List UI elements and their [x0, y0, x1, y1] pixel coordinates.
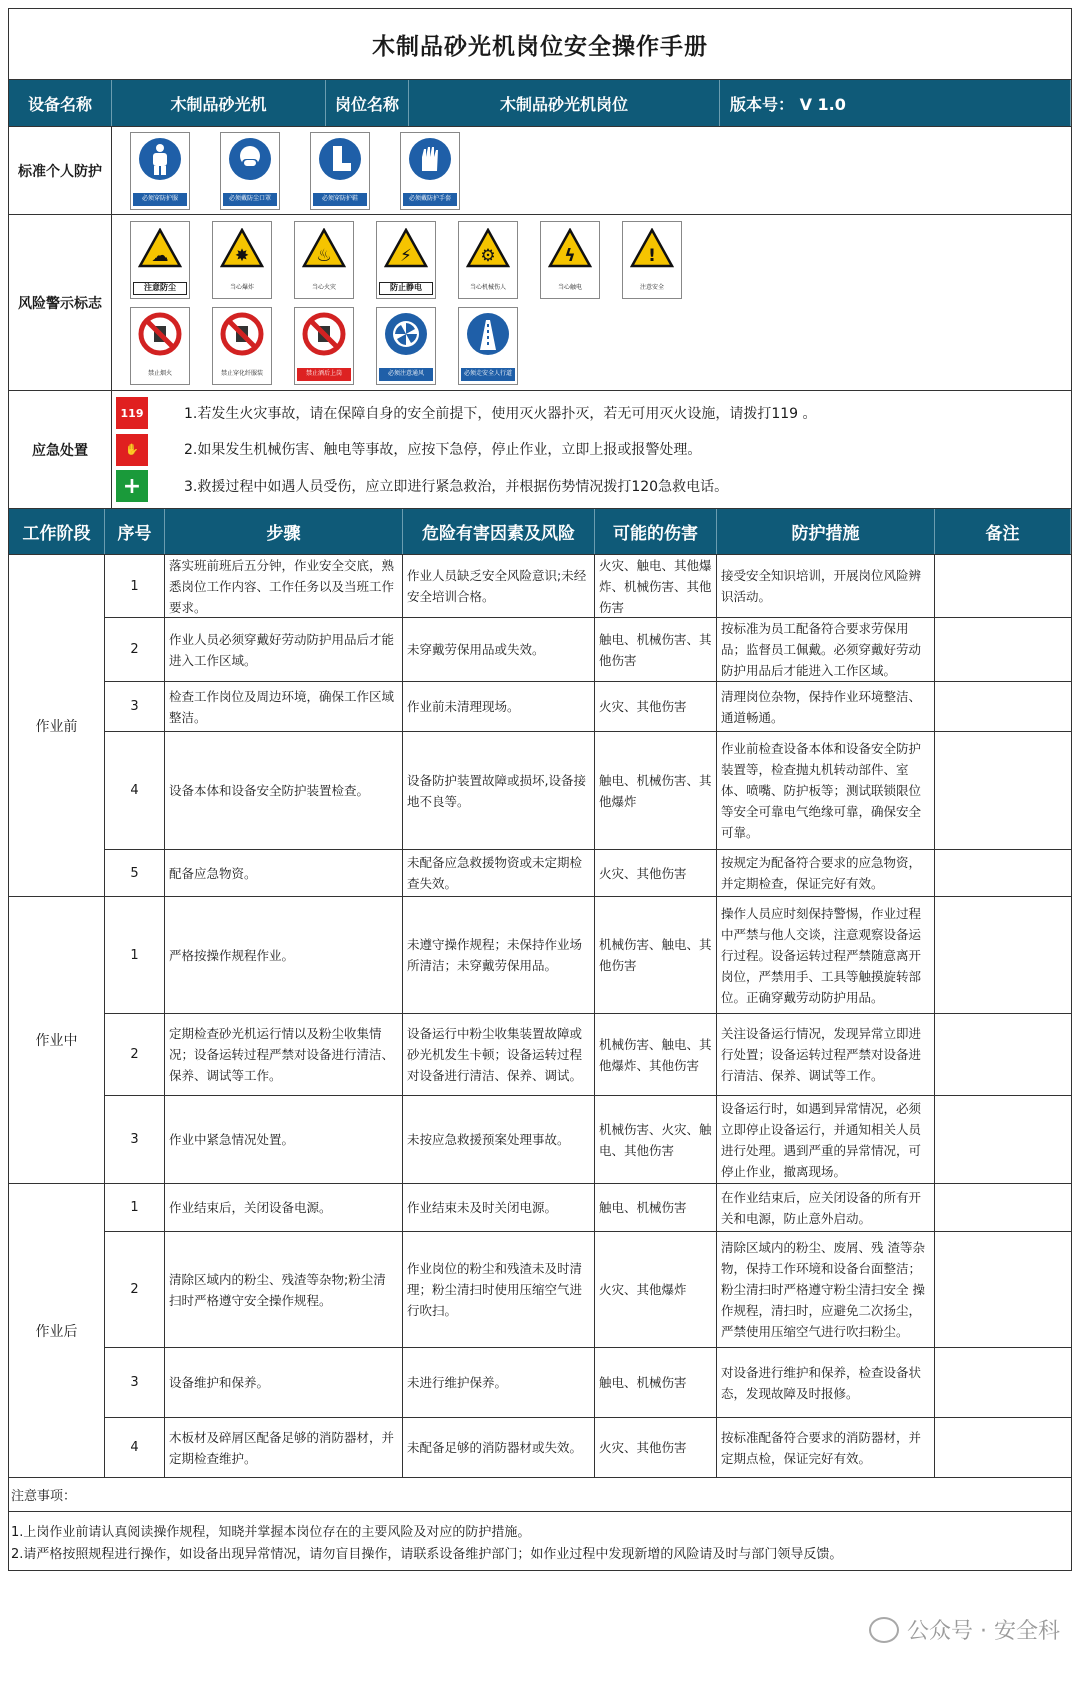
step-text: 检查工作岗位及周边环境，确保工作区域整洁。 — [165, 682, 403, 731]
sign-caption: 禁止烟火 — [147, 370, 172, 377]
step-text: 设备维护和保养。 — [165, 1348, 403, 1417]
emergency-icons — [116, 395, 156, 504]
warning-triangle-icon — [548, 226, 592, 270]
warning-sign — [540, 221, 600, 299]
emergency-area — [112, 391, 1071, 508]
step-text: 清除区域内的粉尘、残渣等杂物;粉尘清扫时严格遵守安全操作规程。 — [165, 1232, 403, 1347]
step-text: 定期检查砂光机运行情以及粉尘收集情况；设备运转过程严禁对设备进行清洁、保养、调试等工作。 — [165, 1014, 403, 1095]
stage-rows — [105, 555, 1071, 896]
measure-text: 按标准为员工配备符合要求劳保用品；监督员工佩戴。必须穿戴好劳动防护用品后才能进入工作区域。 — [717, 618, 935, 681]
prohibition-circle-icon — [220, 312, 264, 356]
measure-text: 作业前检查设备本体和设备安全防护装置等，检查抛丸机转动部件、室体、喷嘴、防护板等；测试联锁限位等安全可靠电气绝缘可靠，确保安全可靠。 — [717, 732, 935, 849]
step-number: 4 — [105, 732, 165, 849]
risk-signs — [112, 215, 1071, 390]
ppe-label: 标准个人防护 — [9, 127, 112, 214]
stage-group — [8, 1184, 1072, 1478]
watermark-text: 公众号 · 安全科 — [907, 1619, 1060, 1644]
stage-label: 作业后 — [9, 1184, 105, 1477]
sign-caption: 必须穿防护鞋 — [313, 193, 367, 206]
ppe-sign — [220, 132, 280, 210]
risk-text: 作业前未清理现场。 — [403, 682, 595, 731]
watermark — [869, 1614, 1060, 1645]
sign-caption: 防止静电 — [379, 282, 433, 295]
measure-text: 按规定为配备符合要求的应急物资，并定期检查，保证完好有效。 — [717, 850, 935, 896]
measure-text: 关注设备运行情况，发现异常立即进行处置；设备运转过程严禁对设备进行清洁、保养、调试等工作。 — [717, 1014, 935, 1095]
harm-text: 火灾、触电、其他爆炸、机械伤害、其他伤害 — [595, 555, 717, 617]
mandatory-sign — [458, 307, 518, 385]
note-text — [935, 555, 1071, 617]
harm-text: 火灾、其他伤害 — [595, 682, 717, 731]
svg-text:⚙: ⚙ — [480, 245, 496, 266]
sign-caption: 禁止穿化纤服装 — [220, 370, 263, 377]
note-text — [935, 1348, 1071, 1417]
sign-caption: 当心爆炸 — [229, 284, 254, 291]
sign-caption: 当心机械伤人 — [469, 284, 506, 291]
table-header — [8, 509, 1072, 555]
safety-manual-sheet — [8, 8, 1072, 1571]
table-row — [105, 682, 1071, 732]
ppe-sign — [400, 132, 460, 210]
version-label: 版本号： V 1.0 — [720, 80, 1071, 126]
note-line: 2.请严格按照规程进行操作，如设备出现异常情况，请勿盲目操作，请联系设备维护部门；如作业过程中发现新增的风险请及时与部门领导反馈。 — [11, 1547, 843, 1562]
emergency-line: 3.救援过程中如遇人员受伤，应立即进行紧急救治，并根据伤势情况拨打120急救电话。 — [184, 478, 729, 495]
risk-text: 作业岗位的粉尘和残渣未及时清理；粉尘清扫时使用压缩空气进行吹扫。 — [403, 1232, 595, 1347]
header-harm: 可能的伤害 — [595, 509, 717, 554]
step-number: 4 — [105, 1418, 165, 1477]
header-risk: 危险有害因素及风险 — [403, 509, 595, 554]
post-label: 岗位名称 — [326, 80, 409, 126]
warning-sign — [212, 221, 272, 299]
note-text — [935, 1232, 1071, 1347]
step-number: 3 — [105, 1096, 165, 1183]
measure-text: 清除区域内的粉尘、废屑、残 渣等杂物，保持工作环境和设备台面整洁；粉尘清扫时严格遵守粉尘清扫安全 操作规程，清扫时，应避免二次扬尘，严禁使用压缩空气进行吹扫粉尘。 — [717, 1232, 935, 1347]
sign-caption: 当心触电 — [557, 284, 582, 291]
header-step: 步骤 — [165, 509, 403, 554]
table-row — [105, 732, 1071, 850]
stage-rows — [105, 897, 1071, 1183]
prohibition-circle-icon — [138, 312, 182, 356]
risk-text: 作业结束未及时关闭电源。 — [403, 1184, 595, 1231]
dust-mask-icon — [228, 137, 272, 181]
note-line: 1.上岗作业前请认真阅读操作规程，知晓并掌握本岗位存在的主要风险及对应的防护措施。 — [11, 1525, 531, 1540]
risk-text: 未按应急救援预案处理事故。 — [403, 1096, 595, 1183]
emergency-line: 1.若发生火灾事故，请在保障自身的安全前提下，使用灭火器扑灭，若无可用灭火设施，请拨打119 。 — [184, 406, 817, 423]
warning-triangle-icon — [302, 226, 346, 270]
fire-alarm-icon: ✋ — [116, 434, 148, 466]
warning-sign — [458, 221, 518, 299]
harm-text: 触电、机械伤害 — [595, 1184, 717, 1231]
risk-text: 未进行维护保养。 — [403, 1348, 595, 1417]
prohibition-sign — [294, 307, 354, 385]
note-text — [935, 618, 1071, 681]
fire-phone-icon: 119 — [116, 397, 148, 429]
warning-sign — [130, 221, 190, 299]
title-row — [8, 8, 1072, 80]
table-row — [105, 1232, 1071, 1348]
safety-boots-icon — [318, 137, 362, 181]
note-text — [935, 1184, 1071, 1231]
header-stage: 工作阶段 — [9, 509, 105, 554]
measure-text: 清理岗位杂物，保持作业环境整洁、通道畅通。 — [717, 682, 935, 731]
sign-caption: 禁止酒后上岗 — [297, 368, 351, 381]
header-no: 序号 — [105, 509, 165, 554]
harm-text: 火灾、其他伤害 — [595, 850, 717, 896]
note-text — [935, 897, 1071, 1013]
step-number: 1 — [105, 897, 165, 1013]
measure-text: 设备运行时，如遇到异常情况，必须立即停止设备运行，并通知相关人员进行处理。遇到严重的异常情况，可停止作业，撤离现场。 — [717, 1096, 935, 1183]
harm-text: 机械伤害、触电、其他伤害 — [595, 897, 717, 1013]
measure-text: 接受安全知识培训，开展岗位风险辨识活动。 — [717, 555, 935, 617]
harm-text: 触电、机械伤害、其他伤害 — [595, 618, 717, 681]
warning-triangle-icon — [138, 226, 182, 270]
sign-caption: 必须走安全人行道 — [461, 368, 515, 381]
sign-caption: 注意安全 — [639, 284, 664, 291]
step-number: 1 — [105, 555, 165, 617]
harm-text: 火灾、其他爆炸 — [595, 1232, 717, 1347]
ppe-sign — [130, 132, 190, 210]
svg-text:!: ! — [648, 245, 656, 266]
note-text — [935, 1418, 1071, 1477]
risk-row — [8, 215, 1072, 391]
sign-caption: 必须穿防护服 — [133, 193, 187, 206]
svg-text:☁: ☁ — [151, 245, 169, 266]
notes-lines — [9, 1512, 1071, 1570]
measure-text: 在作业结束后，应关闭设备的所有开关和电源，防止意外启动。 — [717, 1184, 935, 1231]
ppe-sign — [310, 132, 370, 210]
warning-triangle-icon — [630, 226, 674, 270]
wechat-icon — [869, 1617, 899, 1643]
table-body — [8, 555, 1072, 1478]
risk-text: 作业人员缺乏安全风险意识;未经安全培训合格。 — [403, 555, 595, 617]
harm-text: 机械伤害、火灾、触电、其他伤害 — [595, 1096, 717, 1183]
warning-signs — [130, 221, 1071, 299]
harm-text: 触电、机械伤害、其他爆炸 — [595, 732, 717, 849]
step-number: 2 — [105, 1232, 165, 1347]
step-text: 作业结束后，关闭设备电源。 — [165, 1184, 403, 1231]
stage-group — [8, 897, 1072, 1184]
gloves-icon — [408, 137, 452, 181]
step-number: 2 — [105, 618, 165, 681]
warning-triangle-icon — [466, 226, 510, 270]
step-number: 3 — [105, 1348, 165, 1417]
ppe-signs — [112, 127, 1071, 214]
step-text: 作业中紧急情况处置。 — [165, 1096, 403, 1183]
table-row — [105, 1418, 1071, 1477]
measure-text: 按标准配备符合要求的消防器材，并定期点检，保证完好有效。 — [717, 1418, 935, 1477]
device-label: 设备名称 — [9, 80, 112, 126]
sign-caption: 必须戴防尘口罩 — [223, 193, 277, 206]
page-title: 木制品砂光机岗位安全操作手册 — [372, 33, 708, 60]
sign-caption: 必须注意通风 — [379, 368, 433, 381]
table-row — [105, 1014, 1071, 1096]
prohibition-sign — [212, 307, 272, 385]
emergency-row — [8, 391, 1072, 509]
svg-text:⚡: ⚡ — [400, 245, 412, 266]
table-row — [105, 850, 1071, 896]
table-row — [105, 1348, 1071, 1418]
note-text — [935, 1096, 1071, 1183]
warning-triangle-icon — [384, 226, 428, 270]
ppe-row — [8, 127, 1072, 215]
measure-text: 对设备进行维护和保养，检查设备状态，发现故障及时报修。 — [717, 1348, 935, 1417]
risk-text: 未穿戴劳保用品或失效。 — [403, 618, 595, 681]
step-number: 1 — [105, 1184, 165, 1231]
warning-sign — [622, 221, 682, 299]
warning-sign — [376, 221, 436, 299]
protective-suit-icon — [138, 137, 182, 181]
svg-text:✸: ✸ — [234, 245, 250, 266]
note-text — [935, 732, 1071, 849]
table-row — [105, 1184, 1071, 1232]
step-text: 配备应急物资。 — [165, 850, 403, 896]
warning-sign — [294, 221, 354, 299]
table-row — [105, 618, 1071, 682]
table-row — [105, 1096, 1071, 1183]
stage-label: 作业前 — [9, 555, 105, 896]
table-row — [105, 897, 1071, 1014]
risk-text: 未配备足够的消防器材或失效。 — [403, 1418, 595, 1477]
risk-label: 风险警示标志 — [9, 215, 112, 390]
stage-label: 作业中 — [9, 897, 105, 1183]
mandatory-sign — [376, 307, 436, 385]
step-text: 木板材及碎屑区配备足够的消防器材，并定期检查维护。 — [165, 1418, 403, 1477]
emergency-line: 2.如果发生机械伤害、触电等事故，应按下急停，停止作业，立即上报或报警处理。 — [184, 442, 702, 459]
step-text: 落实班前班后五分钟，作业安全交底，熟悉岗位工作内容、工作任务以及当班工作要求。 — [165, 555, 403, 617]
harm-text: 火灾、其他伤害 — [595, 1418, 717, 1477]
step-text: 作业人员必须穿戴好劳动防护用品后才能进入工作区域。 — [165, 618, 403, 681]
harm-text: 机械伤害、触电、其他爆炸、其他伤害 — [595, 1014, 717, 1095]
notes-title: 注意事项： — [9, 1478, 1071, 1512]
prohibition-sign — [130, 307, 190, 385]
risk-text: 设备防护装置故障或损坏,设备接地不良等。 — [403, 732, 595, 849]
note-text — [935, 682, 1071, 731]
sign-caption: 当心火灾 — [311, 284, 336, 291]
step-number: 3 — [105, 682, 165, 731]
sign-caption: 必须戴防护手套 — [403, 193, 457, 206]
svg-text:♨: ♨ — [316, 245, 332, 266]
post-value: 木制品砂光机岗位 — [409, 80, 720, 126]
svg-text:ϟ: ϟ — [564, 245, 576, 266]
device-value: 木制品砂光机 — [112, 80, 326, 126]
note-text — [935, 850, 1071, 896]
header-measure: 防护措施 — [717, 509, 935, 554]
step-text: 设备本体和设备安全防护装置检查。 — [165, 732, 403, 849]
walkway-icon — [466, 312, 510, 356]
emergency-label: 应急处置 — [9, 391, 112, 508]
prohibition-circle-icon — [302, 312, 346, 356]
measure-text: 操作人员应时刻保持警惕，作业过程中严禁与他人交谈，注意观察设备运行过程。设备运转过程严禁随意离开岗位，严禁用手、工具等触摸旋转部位。正确穿戴劳动防护用品。 — [717, 897, 935, 1013]
stage-rows — [105, 1184, 1071, 1477]
step-number: 2 — [105, 1014, 165, 1095]
note-text — [935, 1014, 1071, 1095]
harm-text: 触电、机械伤害 — [595, 1348, 717, 1417]
notes-section — [8, 1478, 1072, 1571]
info-header — [8, 80, 1072, 127]
stage-group — [8, 555, 1072, 897]
emergency-lines — [156, 395, 1071, 504]
prohibition-signs — [130, 307, 1071, 385]
header-note: 备注 — [935, 509, 1071, 554]
risk-text: 未遵守操作规程；未保持作业场所清洁；未穿戴劳保用品。 — [403, 897, 595, 1013]
risk-text: 未配备应急救援物资或未定期检查失效。 — [403, 850, 595, 896]
risk-text: 设备运行中粉尘收集装置故障或砂光机发生卡顿；设备运转过程对设备进行清洁、保养、调试。 — [403, 1014, 595, 1095]
sign-caption: 注意防尘 — [133, 282, 187, 295]
warning-triangle-icon — [220, 226, 264, 270]
step-number: 5 — [105, 850, 165, 896]
step-text: 严格按操作规程作业。 — [165, 897, 403, 1013]
first-aid-icon: + — [116, 470, 148, 502]
ventilation-icon — [384, 312, 428, 356]
table-row — [105, 555, 1071, 618]
